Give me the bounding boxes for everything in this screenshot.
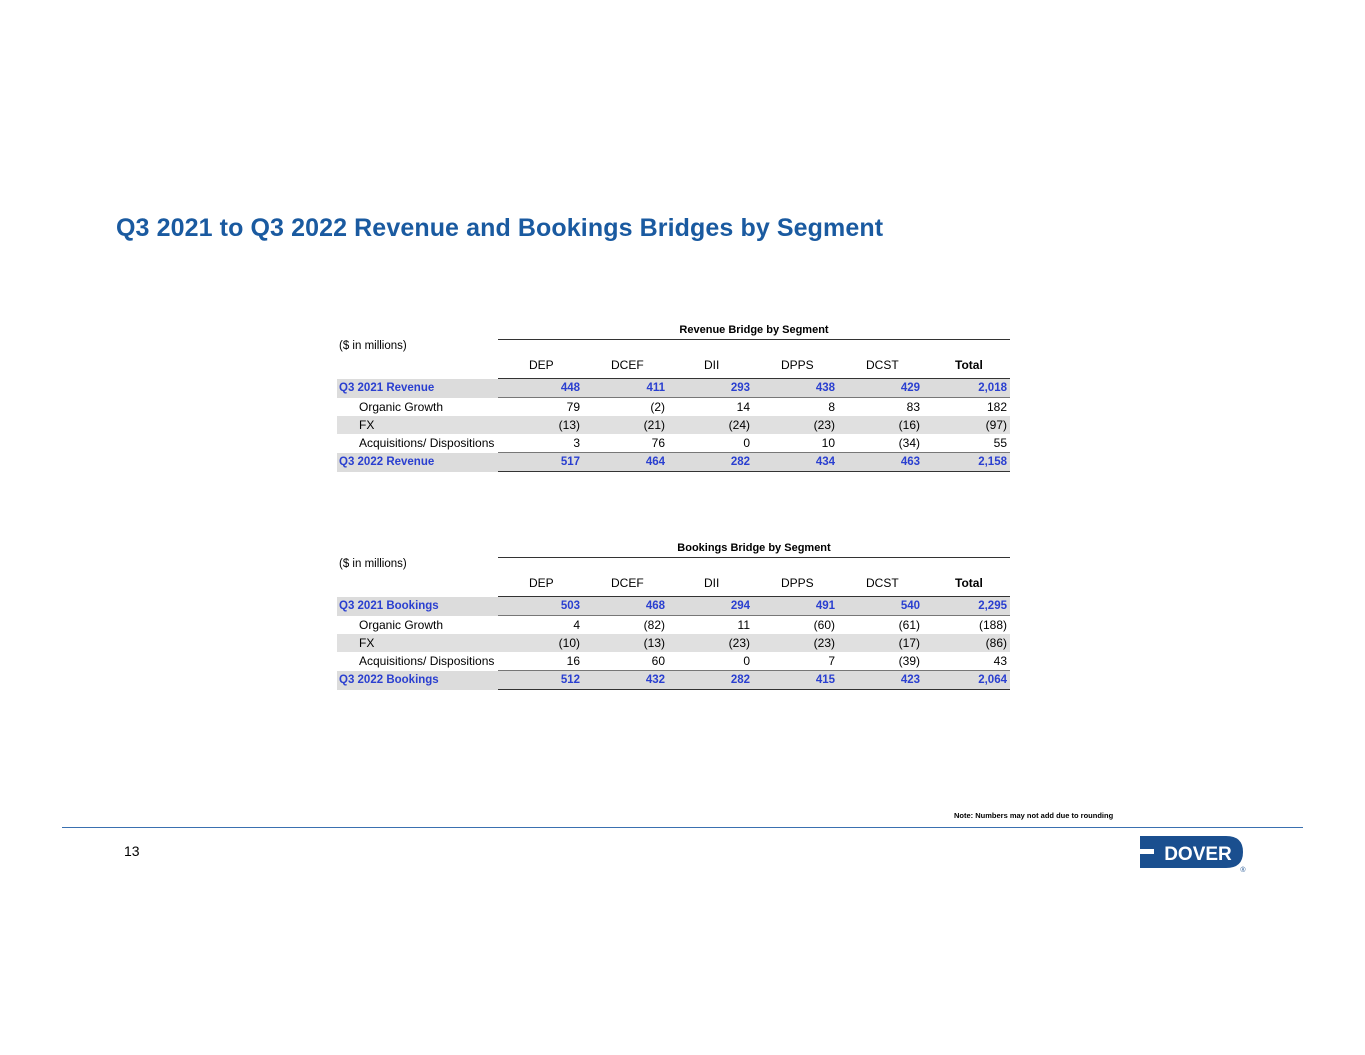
cell-value: (188): [978, 618, 1007, 632]
cell-value: 10: [753, 434, 838, 453]
column-header-dcef: DCEF: [611, 576, 644, 590]
cell-value: 464: [583, 453, 668, 472]
cell-value: 294: [668, 597, 753, 616]
table-row: [337, 597, 1010, 616]
revenue-bridge-header: [337, 322, 1010, 378]
row-label: Q3 2021 Revenue: [337, 379, 498, 398]
table-row: [337, 652, 1010, 671]
dover-logo: [1140, 834, 1250, 879]
column-header-dpps: DPPS: [781, 358, 814, 372]
cell-value: 43: [923, 652, 1010, 671]
row-label: Q3 2022 Bookings: [337, 671, 498, 690]
cell-value: 2,018: [923, 379, 1010, 398]
cell-value: (82): [643, 618, 665, 632]
cell-value: (17): [838, 634, 923, 652]
cell-value: 415: [753, 671, 838, 690]
cell-value: (23): [753, 416, 838, 434]
rounding-note: Note: Numbers may not add due to rounding: [954, 811, 1114, 820]
cell-value: 411: [583, 379, 668, 398]
cell-value: (13): [583, 634, 668, 652]
cell-value: 11: [737, 618, 750, 632]
cell-value: (23): [753, 634, 838, 652]
cell-value: (13): [498, 416, 583, 434]
table-row: [337, 379, 1010, 398]
cell-value: 468: [583, 597, 668, 616]
cell-value: 448: [498, 379, 583, 398]
logo-text: DOVER: [1164, 844, 1232, 865]
cell-value: 0: [668, 434, 753, 453]
dover-logo-mark: [1140, 834, 1250, 874]
cell-value: (60): [813, 618, 835, 632]
table-row: [337, 671, 1010, 690]
cell-value: 60: [583, 652, 668, 671]
cell-value: 503: [498, 597, 583, 616]
cell-value: (39): [838, 652, 923, 671]
bookings-bridge-title: Bookings Bridge by Segment: [498, 542, 1010, 558]
cell-value: 491: [753, 597, 838, 616]
cell-value: 517: [498, 453, 583, 472]
row-label: Q3 2021 Bookings: [337, 597, 498, 616]
cell-value: 438: [753, 379, 838, 398]
cell-value: 282: [668, 453, 753, 472]
cell-value: 463: [838, 453, 923, 472]
registered-mark: ®: [1240, 867, 1246, 874]
cell-value: 512: [498, 671, 583, 690]
cell-value: (97): [923, 416, 1010, 434]
revenue-bridge-title: Revenue Bridge by Segment: [498, 324, 1010, 340]
cell-value: 16: [498, 652, 583, 671]
table-row: [337, 398, 1010, 417]
cell-value: (2): [650, 400, 665, 414]
bookings-bridge-header: [337, 540, 1010, 596]
column-header-total: Total: [955, 576, 983, 590]
column-header-dcef: DCEF: [611, 358, 644, 372]
row-label: Q3 2022 Revenue: [337, 453, 498, 472]
cell-value: 293: [668, 379, 753, 398]
cell-value: 3: [498, 434, 583, 453]
column-header-dcst: DCST: [866, 576, 899, 590]
cell-value: 14: [736, 400, 750, 414]
page-title: Q3 2021 to Q3 2022 Revenue and Bookings Bridges by Segment: [116, 214, 884, 242]
column-header-dpps: DPPS: [781, 576, 814, 590]
column-header-dep: DEP: [529, 576, 554, 590]
column-header-dcst: DCST: [866, 358, 899, 372]
cell-value: 2,064: [923, 671, 1010, 690]
row-label: Acquisitions/ Dispositions: [359, 654, 495, 669]
row-label: Organic Growth: [359, 399, 444, 414]
cell-value: 8: [828, 400, 835, 414]
cell-value: 432: [583, 671, 668, 690]
cell-value: 79: [566, 400, 580, 414]
column-header-dep: DEP: [529, 358, 554, 372]
page-number: 13: [124, 843, 140, 859]
cell-value: (61): [898, 618, 920, 632]
table-row: [337, 434, 1010, 453]
revenue-bridge-table: [337, 322, 1010, 472]
table-row: [337, 416, 1010, 434]
cell-value: (16): [838, 416, 923, 434]
cell-value: 182: [986, 400, 1007, 414]
cell-value: 2,158: [923, 453, 1010, 472]
cell-value: 540: [838, 597, 923, 616]
cell-value: 0: [668, 652, 753, 671]
row-label: Organic Growth: [359, 617, 444, 632]
bookings-bridge-table: [337, 540, 1010, 690]
cell-value: 76: [583, 434, 668, 453]
cell-value: 423: [838, 671, 923, 690]
cell-value: 434: [753, 453, 838, 472]
table-row: [337, 634, 1010, 652]
row-label: FX: [337, 634, 498, 652]
cell-value: 2,295: [923, 597, 1010, 616]
column-header-dii: DII: [704, 576, 720, 590]
cell-value: (86): [923, 634, 1010, 652]
footer-divider: [62, 827, 1303, 828]
bookings-units-label: ($ in millions): [339, 558, 407, 570]
table-row: [337, 453, 1010, 472]
cell-value: (34): [838, 434, 923, 453]
row-label: Acquisitions/ Dispositions: [359, 436, 495, 451]
row-label: FX: [337, 416, 498, 434]
cell-value: (23): [668, 634, 753, 652]
column-header-dii: DII: [704, 358, 720, 372]
cell-value: 55: [923, 434, 1010, 453]
cell-value: 83: [906, 400, 920, 414]
cell-value: 282: [668, 671, 753, 690]
cell-value: 7: [753, 652, 838, 671]
revenue-units-label: ($ in millions): [339, 340, 407, 352]
cell-value: (10): [498, 634, 583, 652]
table-row: [337, 616, 1010, 635]
cell-value: 429: [838, 379, 923, 398]
column-header-total: Total: [955, 358, 983, 372]
cell-value: (24): [668, 416, 753, 434]
cell-value: 4: [573, 618, 580, 632]
cell-value: (21): [583, 416, 668, 434]
